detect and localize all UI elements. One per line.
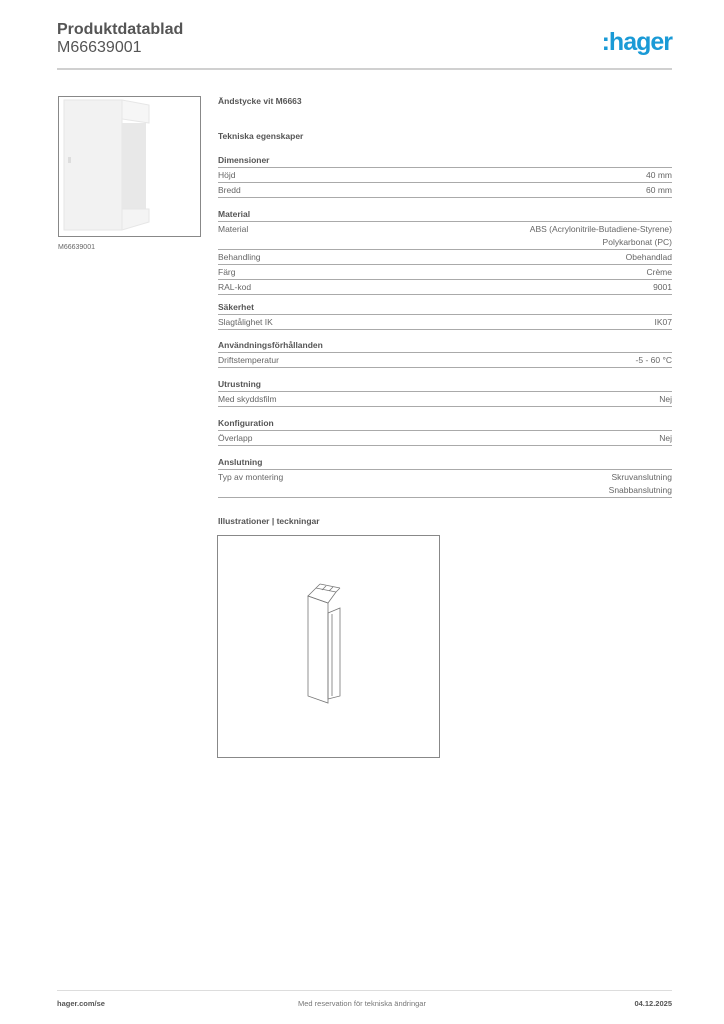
- product-name: Ändstycke vit M6663: [218, 96, 302, 106]
- spec-label: RAL-kod: [218, 282, 252, 292]
- photo-caption: M66639001: [58, 244, 95, 251]
- section-heading: Anslutning: [218, 455, 672, 470]
- product-photo: [58, 96, 201, 237]
- spec-value: Obehandlad: [625, 252, 672, 262]
- section-heading: Material: [218, 207, 672, 222]
- illustrations-heading: Illustrationer | teckningar: [218, 516, 320, 526]
- section-heading: Användningsförhållanden: [218, 338, 672, 353]
- spec-section: [218, 207, 672, 295]
- spec-row: [218, 431, 672, 446]
- spec-row: [218, 265, 672, 280]
- spec-row: [218, 168, 672, 183]
- spec-row: [218, 353, 672, 368]
- tech-heading: Tekniska egenskaper: [218, 131, 304, 141]
- spec-label: Material: [218, 224, 249, 234]
- spec-label: Överlapp: [218, 433, 253, 443]
- spec-value: 9001: [653, 282, 672, 292]
- technical-drawing: [217, 535, 440, 758]
- spec-value: Skruvanslutning Snabbanslutning: [608, 472, 672, 495]
- section-heading: Konfiguration: [218, 416, 672, 431]
- spec-row: [218, 315, 672, 330]
- spec-row: [218, 183, 672, 198]
- spec-label: Behandling: [218, 252, 261, 262]
- spec-label: Höjd: [218, 170, 236, 180]
- spec-section: [218, 338, 672, 368]
- hager-logo: :hager: [601, 28, 672, 56]
- spec-section: [218, 300, 672, 330]
- footer-divider: [57, 990, 672, 991]
- spec-row: [218, 222, 672, 250]
- spec-row: [218, 250, 672, 265]
- spec-row: [218, 392, 672, 407]
- header-divider: [57, 68, 672, 70]
- spec-value: ABS (Acrylonitrile-Butadiene-Styrene) Polykarbonat (PC): [529, 224, 672, 247]
- spec-label: Färg: [218, 267, 236, 277]
- spec-row: [218, 470, 672, 498]
- section-heading: Säkerhet: [218, 300, 672, 315]
- spec-value: Nej: [659, 394, 672, 404]
- spec-label: Typ av montering: [218, 472, 284, 482]
- spec-value: IK07: [654, 317, 672, 327]
- footer-disclaimer: Med reservation för tekniska ändringar: [298, 999, 426, 1008]
- spec-label: Slagtålighet IK: [218, 317, 273, 327]
- footer-website-link[interactable]: hager.com/se: [57, 999, 105, 1008]
- spec-section: [218, 416, 672, 446]
- spec-section: [218, 377, 672, 407]
- spec-section: [218, 153, 672, 198]
- section-heading: Dimensioner: [218, 153, 672, 168]
- page-title: Produktdatablad: [57, 21, 184, 38]
- spec-value: Nej: [659, 433, 672, 443]
- spec-value: 40 mm: [646, 170, 672, 180]
- spec-label: Med skyddsfilm: [218, 394, 277, 404]
- spec-label: Driftstemperatur: [218, 355, 279, 365]
- footer-date: 04.12.2025: [634, 999, 672, 1008]
- spec-value: -5 - 60 °C: [635, 355, 672, 365]
- spec-row: [218, 280, 672, 295]
- section-heading: Utrustning: [218, 377, 672, 392]
- product-id: M66639001: [57, 39, 142, 56]
- spec-section: [218, 455, 672, 498]
- spec-label: Bredd: [218, 185, 241, 195]
- spec-value: 60 mm: [646, 185, 672, 195]
- spec-value: Crème: [646, 267, 672, 277]
